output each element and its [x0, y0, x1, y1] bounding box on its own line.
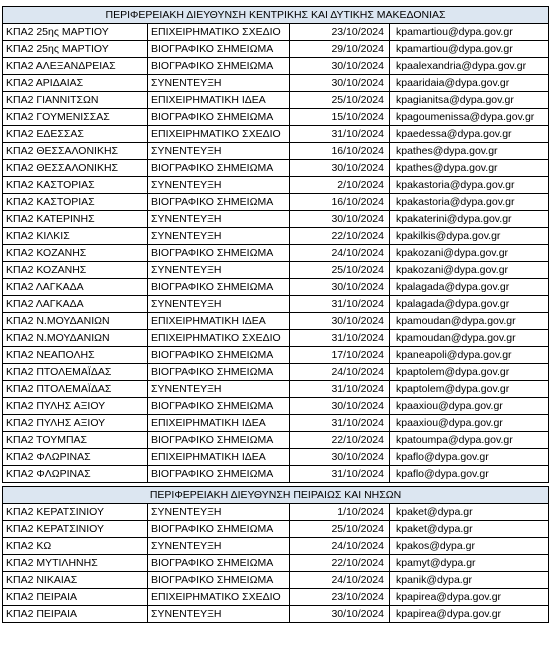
section-title: ΠΕΡΙΦΕΡΕΙΑΚΗ ΔΙΕΥΘΥΝΣΗ ΠΕΙΡΑΙΩΣ ΚΑΙ ΝΗΣΩΝ [3, 487, 549, 504]
table-row [3, 279, 549, 296]
date-cell: 30/10/2024 [290, 211, 390, 228]
topic-cell: ΒΙΟΓΡΑΦΙΚΟ ΣΗΜΕΙΩΜΑ [148, 572, 290, 589]
topic-cell: ΣΥΝΕΝΤΕΥΞΗ [148, 296, 290, 313]
table-row [3, 589, 549, 606]
topic-cell: ΒΙΟΓΡΑΦΙΚΟ ΣΗΜΕΙΩΜΑ [148, 279, 290, 296]
table-row [3, 572, 549, 589]
table-row [3, 538, 549, 555]
email-cell: kpathes@dypa.gov.gr [390, 143, 549, 160]
email-cell: kpagoumenissa@dypa.gov.gr [390, 109, 549, 126]
date-cell: 30/10/2024 [290, 160, 390, 177]
topic-cell: ΒΙΟΓΡΑΦΙΚΟ ΣΗΜΕΙΩΜΑ [148, 555, 290, 572]
office-cell: ΚΠΑ2 ΘΕΣΣΑΛΟΝΙΚΗΣ [3, 143, 148, 160]
section-header-row [3, 7, 549, 24]
email-cell: kpagianitsa@dypa.gov.gr [390, 92, 549, 109]
email-cell: kpakastoria@dypa.gov.gr [390, 177, 549, 194]
office-cell: ΚΠΑ2 ΠΥΛΗΣ ΑΞΙΟΥ [3, 398, 148, 415]
topic-cell: ΣΥΝΕΝΤΕΥΞΗ [148, 143, 290, 160]
topic-cell: ΒΙΟΓΡΑΦΙΚΟ ΣΗΜΕΙΩΜΑ [148, 160, 290, 177]
table-row [3, 415, 549, 432]
date-cell: 25/10/2024 [290, 262, 390, 279]
table-row [3, 449, 549, 466]
office-cell: ΚΠΑ2 ΘΕΣΣΑΛΟΝΙΚΗΣ [3, 160, 148, 177]
date-cell: 22/10/2024 [290, 432, 390, 449]
table-row [3, 521, 549, 538]
topic-cell: ΒΙΟΓΡΑΦΙΚΟ ΣΗΜΕΙΩΜΑ [148, 109, 290, 126]
schedule-table-container [2, 6, 548, 623]
table-row [3, 245, 549, 262]
date-cell: 16/10/2024 [290, 143, 390, 160]
date-cell: 1/10/2024 [290, 504, 390, 521]
date-cell: 23/10/2024 [290, 589, 390, 606]
table-row [3, 177, 549, 194]
email-cell: kpakilkis@dypa.gov.gr [390, 228, 549, 245]
table-row [3, 364, 549, 381]
email-cell: kpaket@dypa.gr [390, 504, 549, 521]
table-row [3, 228, 549, 245]
email-cell: kpamoudan@dypa.gov.gr [390, 313, 549, 330]
table-row [3, 432, 549, 449]
office-cell: ΚΠΑ2 Ν.ΜΟΥΔΑΝΙΩΝ [3, 313, 148, 330]
topic-cell: ΣΥΝΕΝΤΕΥΞΗ [148, 381, 290, 398]
table-row [3, 143, 549, 160]
office-cell: ΚΠΑ2 ΚΑΣΤΟΡΙΑΣ [3, 194, 148, 211]
table-row [3, 24, 549, 41]
office-cell: ΚΠΑ2 ΕΔΕΣΣΑΣ [3, 126, 148, 143]
office-cell: ΚΠΑ2 ΑΛΕΞΑΝΔΡΕΙΑΣ [3, 58, 148, 75]
topic-cell: ΕΠΙΧΕΙΡΗΜΑΤΙΚΟ ΣΧΕΔΙΟ [148, 24, 290, 41]
table-row [3, 398, 549, 415]
office-cell: ΚΠΑ2 ΝΕΑΠΟΛΗΣ [3, 347, 148, 364]
email-cell: kpapirea@dypa.gov.gr [390, 589, 549, 606]
email-cell: kpaptolem@dypa.gov.gr [390, 381, 549, 398]
email-cell: kpaflo@dypa.gov.gr [390, 466, 549, 483]
email-cell: kpakaterini@dypa.gov.gr [390, 211, 549, 228]
office-cell: ΚΠΑ2 ΜΥΤΙΛΗΝΗΣ [3, 555, 148, 572]
email-cell: kpathes@dypa.gov.gr [390, 160, 549, 177]
topic-cell: ΣΥΝΕΝΤΕΥΞΗ [148, 504, 290, 521]
date-cell: 31/10/2024 [290, 466, 390, 483]
date-cell: 16/10/2024 [290, 194, 390, 211]
date-cell: 22/10/2024 [290, 228, 390, 245]
table-row [3, 347, 549, 364]
date-cell: 29/10/2024 [290, 41, 390, 58]
date-cell: 25/10/2024 [290, 92, 390, 109]
office-cell: ΚΠΑ2 ΛΑΓΚΑΔΑ [3, 296, 148, 313]
email-cell: kpaket@dypa.gr [390, 521, 549, 538]
date-cell: 2/10/2024 [290, 177, 390, 194]
schedule-table-body [3, 7, 549, 623]
table-row [3, 555, 549, 572]
date-cell: 24/10/2024 [290, 572, 390, 589]
date-cell: 24/10/2024 [290, 245, 390, 262]
date-cell: 22/10/2024 [290, 555, 390, 572]
office-cell: ΚΠΑ2 25ης ΜΑΡΤΙΟΥ [3, 24, 148, 41]
topic-cell: ΒΙΟΓΡΑΦΙΚΟ ΣΗΜΕΙΩΜΑ [148, 521, 290, 538]
office-cell: ΚΠΑ2 ΚΟΖΑΝΗΣ [3, 262, 148, 279]
date-cell: 30/10/2024 [290, 313, 390, 330]
topic-cell: ΕΠΙΧΕΙΡΗΜΑΤΙΚΟ ΣΧΕΔΙΟ [148, 126, 290, 143]
table-row [3, 313, 549, 330]
table-row [3, 41, 549, 58]
office-cell: ΚΠΑ2 ΓΙΑΝΝΙΤΣΩΝ [3, 92, 148, 109]
email-cell: kpakastoria@dypa.gov.gr [390, 194, 549, 211]
table-row [3, 466, 549, 483]
date-cell: 30/10/2024 [290, 606, 390, 623]
topic-cell: ΣΥΝΕΝΤΕΥΞΗ [148, 538, 290, 555]
date-cell: 31/10/2024 [290, 296, 390, 313]
table-row [3, 75, 549, 92]
date-cell: 30/10/2024 [290, 398, 390, 415]
table-row [3, 296, 549, 313]
table-row [3, 262, 549, 279]
email-cell: kpalagada@dypa.gov.gr [390, 296, 549, 313]
topic-cell: ΒΙΟΓΡΑΦΙΚΟ ΣΗΜΕΙΩΜΑ [148, 364, 290, 381]
table-row [3, 381, 549, 398]
office-cell: ΚΠΑ2 ΠΥΛΗΣ ΑΞΙΟΥ [3, 415, 148, 432]
date-cell: 24/10/2024 [290, 538, 390, 555]
topic-cell: ΒΙΟΓΡΑΦΙΚΟ ΣΗΜΕΙΩΜΑ [148, 432, 290, 449]
schedule-table [2, 6, 549, 623]
topic-cell: ΕΠΙΧΕΙΡΗΜΑΤΙΚΗ ΙΔΕΑ [148, 92, 290, 109]
table-row [3, 160, 549, 177]
email-cell: kpapirea@dypa.gov.gr [390, 606, 549, 623]
office-cell: ΚΠΑ2 ΦΛΩΡΙΝΑΣ [3, 466, 148, 483]
date-cell: 25/10/2024 [290, 521, 390, 538]
email-cell: kpakozani@dypa.gov.gr [390, 245, 549, 262]
office-cell: ΚΠΑ2 ΠΕΙΡΑΙΑ [3, 606, 148, 623]
table-row [3, 126, 549, 143]
topic-cell: ΕΠΙΧΕΙΡΗΜΑΤΙΚΟ ΣΧΕΔΙΟ [148, 330, 290, 347]
email-cell: kpaaridaia@dypa.gov.gr [390, 75, 549, 92]
topic-cell: ΣΥΝΕΝΤΕΥΞΗ [148, 262, 290, 279]
email-cell: kpaflo@dypa.gov.gr [390, 449, 549, 466]
email-cell: kpamyt@dypa.gr [390, 555, 549, 572]
section-header-row [3, 487, 549, 504]
topic-cell: ΒΙΟΓΡΑΦΙΚΟ ΣΗΜΕΙΩΜΑ [148, 398, 290, 415]
office-cell: ΚΠΑ2 ΓΟΥΜΕΝΙΣΣΑΣ [3, 109, 148, 126]
table-row [3, 504, 549, 521]
office-cell: ΚΠΑ2 ΝΙΚΑΙΑΣ [3, 572, 148, 589]
office-cell: ΚΠΑ2 ΠΕΙΡΑΙΑ [3, 589, 148, 606]
office-cell: ΚΠΑ2 Ν.ΜΟΥΔΑΝΙΩΝ [3, 330, 148, 347]
email-cell: kpalagada@dypa.gov.gr [390, 279, 549, 296]
date-cell: 30/10/2024 [290, 449, 390, 466]
office-cell: ΚΠΑ2 ΚΑΤΕΡΙΝΗΣ [3, 211, 148, 228]
table-row [3, 211, 549, 228]
topic-cell: ΒΙΟΓΡΑΦΙΚΟ ΣΗΜΕΙΩΜΑ [148, 41, 290, 58]
office-cell: ΚΠΑ2 ΠΤΟΛΕΜΑΪΔΑΣ [3, 381, 148, 398]
topic-cell: ΕΠΙΧΕΙΡΗΜΑΤΙΚΗ ΙΔΕΑ [148, 313, 290, 330]
date-cell: 30/10/2024 [290, 58, 390, 75]
date-cell: 31/10/2024 [290, 126, 390, 143]
topic-cell: ΒΙΟΓΡΑΦΙΚΟ ΣΗΜΕΙΩΜΑ [148, 466, 290, 483]
topic-cell: ΒΙΟΓΡΑΦΙΚΟ ΣΗΜΕΙΩΜΑ [148, 347, 290, 364]
office-cell: ΚΠΑ2 ΚΩ [3, 538, 148, 555]
office-cell: ΚΠΑ2 ΚΙΛΚΙΣ [3, 228, 148, 245]
topic-cell: ΒΙΟΓΡΑΦΙΚΟ ΣΗΜΕΙΩΜΑ [148, 245, 290, 262]
table-row [3, 92, 549, 109]
office-cell: ΚΠΑ2 25ης ΜΑΡΤΙΟΥ [3, 41, 148, 58]
email-cell: kpamartiou@dypa.gov.gr [390, 41, 549, 58]
office-cell: ΚΠΑ2 ΠΤΟΛΕΜΑΪΔΑΣ [3, 364, 148, 381]
topic-cell: ΣΥΝΕΝΤΕΥΞΗ [148, 606, 290, 623]
date-cell: 31/10/2024 [290, 330, 390, 347]
topic-cell: ΣΥΝΕΝΤΕΥΞΗ [148, 75, 290, 92]
office-cell: ΚΠΑ2 ΑΡΙΔΑΙΑΣ [3, 75, 148, 92]
date-cell: 30/10/2024 [290, 75, 390, 92]
section-title: ΠΕΡΙΦΕΡΕΙΑΚΗ ΔΙΕΥΘΥΝΣΗ ΚΕΝΤΡΙΚΗΣ ΚΑΙ ΔΥΤΙΚΗΣ ΜΑΚΕΔΟΝΙΑΣ [3, 7, 549, 24]
date-cell: 31/10/2024 [290, 381, 390, 398]
email-cell: kpaneapoli@dypa.gov.gr [390, 347, 549, 364]
email-cell: kpaaxiou@dypa.gov.gr [390, 415, 549, 432]
date-cell: 17/10/2024 [290, 347, 390, 364]
office-cell: ΚΠΑ2 ΚΑΣΤΟΡΙΑΣ [3, 177, 148, 194]
topic-cell: ΣΥΝΕΝΤΕΥΞΗ [148, 211, 290, 228]
office-cell: ΚΠΑ2 ΤΟΥΜΠΑΣ [3, 432, 148, 449]
date-cell: 15/10/2024 [290, 109, 390, 126]
table-row [3, 109, 549, 126]
email-cell: kpamartiou@dypa.gov.gr [390, 24, 549, 41]
email-cell: kpaalexandria@dypa.gov.gr [390, 58, 549, 75]
topic-cell: ΣΥΝΕΝΤΕΥΞΗ [148, 228, 290, 245]
office-cell: ΚΠΑ2 ΚΟΖΑΝΗΣ [3, 245, 148, 262]
table-row [3, 606, 549, 623]
date-cell: 23/10/2024 [290, 24, 390, 41]
email-cell: kpaedessa@dypa.gov.gr [390, 126, 549, 143]
table-row [3, 194, 549, 211]
email-cell: kpatoumpa@dypa.gov.gr [390, 432, 549, 449]
office-cell: ΚΠΑ2 ΚΕΡΑΤΣΙΝΙΟΥ [3, 521, 148, 538]
email-cell: kpakos@dypa.gr [390, 538, 549, 555]
email-cell: kpanik@dypa.gr [390, 572, 549, 589]
date-cell: 24/10/2024 [290, 364, 390, 381]
table-row [3, 330, 549, 347]
office-cell: ΚΠΑ2 ΚΕΡΑΤΣΙΝΙΟΥ [3, 504, 148, 521]
table-row [3, 58, 549, 75]
date-cell: 30/10/2024 [290, 279, 390, 296]
office-cell: ΚΠΑ2 ΛΑΓΚΑΔΑ [3, 279, 148, 296]
email-cell: kpamoudan@dypa.gov.gr [390, 330, 549, 347]
email-cell: kpakozani@dypa.gov.gr [390, 262, 549, 279]
topic-cell: ΣΥΝΕΝΤΕΥΞΗ [148, 177, 290, 194]
topic-cell: ΕΠΙΧΕΙΡΗΜΑΤΙΚΗ ΙΔΕΑ [148, 449, 290, 466]
topic-cell: ΒΙΟΓΡΑΦΙΚΟ ΣΗΜΕΙΩΜΑ [148, 58, 290, 75]
email-cell: kpaaxiou@dypa.gov.gr [390, 398, 549, 415]
office-cell: ΚΠΑ2 ΦΛΩΡΙΝΑΣ [3, 449, 148, 466]
topic-cell: ΒΙΟΓΡΑΦΙΚΟ ΣΗΜΕΙΩΜΑ [148, 194, 290, 211]
email-cell: kpaptolem@dypa.gov.gr [390, 364, 549, 381]
date-cell: 31/10/2024 [290, 415, 390, 432]
topic-cell: ΕΠΙΧΕΙΡΗΜΑΤΙΚΗ ΙΔΕΑ [148, 415, 290, 432]
topic-cell: ΕΠΙΧΕΙΡΗΜΑΤΙΚΟ ΣΧΕΔΙΟ [148, 589, 290, 606]
